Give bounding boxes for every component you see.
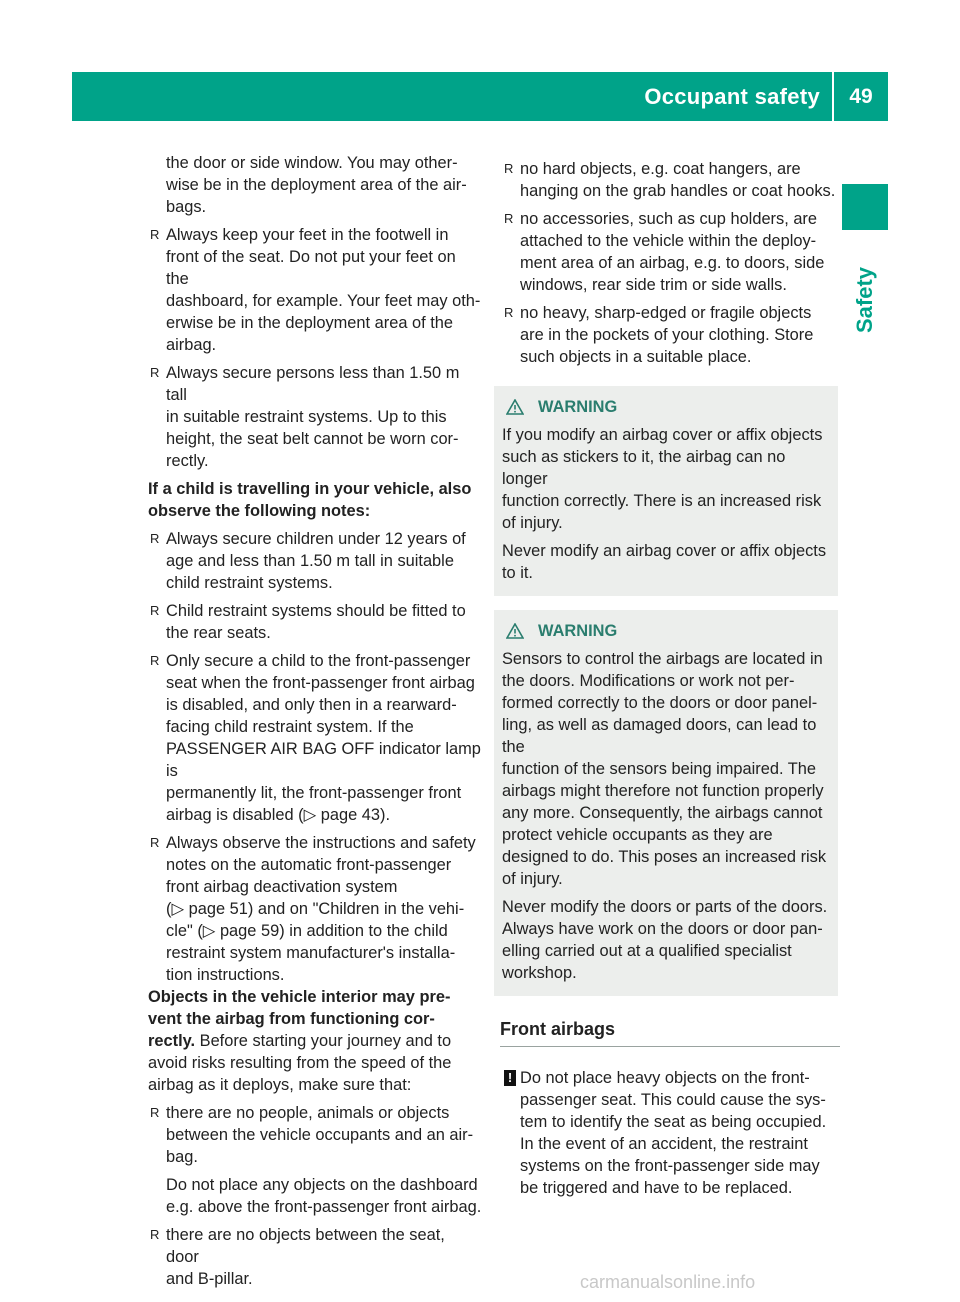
bullet-mark: R xyxy=(150,603,160,618)
bullet-mark: R xyxy=(150,1105,160,1120)
header-bar xyxy=(72,72,888,121)
side-tab-marker xyxy=(842,184,888,230)
bullet-text: Always secure persons less than 1.50 m tall in suitable restraint systems. Up to this height, the seat belt cannot be worn cor- rectly. xyxy=(166,364,460,470)
object-bullet: R there are no people, animals or objects between the vehicle occupants and an air- bag. xyxy=(150,1104,474,1166)
left-column xyxy=(148,152,482,1290)
bullet-text: Always observe the instructions and safety notes on the automatic front-passenger front airbag deactivation system (▷ page 51) and on "Children in the vehi- cle" (▷ page 59) in addition to the child restraint system manufacturer's installa- tion instructions. xyxy=(166,834,476,984)
bullet-mark: R xyxy=(150,531,160,546)
bullet-mark: R xyxy=(150,835,160,850)
warning-header: WARNING xyxy=(506,396,830,418)
object-bullet: R there are no objects between the seat, door and B-pillar. xyxy=(150,1226,445,1288)
bullet-item xyxy=(148,600,482,644)
bullet-mark: R xyxy=(504,211,514,226)
warning-header: WARNING xyxy=(506,620,830,642)
objects-intro: Before starting your journey and to avoid risks resulting from the speed of the airbag as it deploys, make sure that: xyxy=(148,1032,452,1094)
warning-triangle-icon xyxy=(506,399,524,415)
child-bullet-list xyxy=(148,528,482,986)
bullet-text: Child restraint systems should be fitted to the rear seats. xyxy=(166,602,466,642)
bullet-mark: R xyxy=(150,653,160,668)
warning-paragraph: Sensors to control the airbags are located in the doors. Modifications or work not per- formed correctly to the doors or door panel- ling, as well as damaged doors, can lead to the function of the sensors being impaired. The airbags might therefore not function properly any more. Consequently, the airbags cannot protect vehicle occupants as they are designed to do. This poses an increased risk of injury. xyxy=(502,650,827,888)
bullet-item xyxy=(502,208,836,296)
bullet-mark: R xyxy=(504,305,514,320)
page-number: 49 xyxy=(849,84,873,108)
bullet-mark: R xyxy=(150,227,160,242)
right-bullet-list xyxy=(502,158,836,368)
warning-paragraph: Never modify the doors or parts of the doors. Always have work on the doors or door pan- elling carried out at a qualified specialist workshop. xyxy=(502,898,828,982)
bullet-text: Always secure children under 12 years of age and less than 1.50 m tall in suitable child restraint systems. xyxy=(166,530,466,592)
bullet-text: Always keep your feet in the footwell in front of the seat. Do not put your feet on the dashboard, for example. Your feet may oth- erwise be in the deployment area of the airbag. xyxy=(166,226,481,354)
warning-group xyxy=(502,386,836,996)
object-note: Do not place any objects on the dashboard e.g. above the front-passenger front airbag. xyxy=(166,1176,482,1216)
warning-paragraph: If you modify an airbag cover or affix objects such as stickers to it, the airbag can no longer function correctly. There is an increased risk of injury. xyxy=(502,426,823,532)
objects-paragraph xyxy=(148,986,482,1096)
warning-box xyxy=(494,610,838,996)
warning-paragraph: Never modify an airbag cover or affix objects to it. xyxy=(502,542,827,582)
child-heading: If a child is travelling in your vehicle, also observe the following notes: xyxy=(148,480,472,520)
bullet-item xyxy=(502,158,836,202)
bullet-text: no hard objects, e.g. coat hangers, are hanging on the grab handles or coat hooks. xyxy=(520,160,836,200)
right-column xyxy=(502,152,836,1199)
bullet-text: no heavy, sharp-edged or fragile objects are in the pockets of your clothing. Store such objects in a suitable place. xyxy=(520,304,814,366)
note-block xyxy=(502,1067,836,1199)
bullet-mark: R xyxy=(150,365,160,380)
bullet-item xyxy=(502,302,836,368)
bullet-item xyxy=(148,528,482,594)
warning-triangle-icon xyxy=(506,623,524,639)
bullet-item xyxy=(148,362,482,472)
objects-heading: Objects in the vehicle interior may pre- vent the airbag from functioning cor- rectly. xyxy=(148,988,451,1050)
bullet-item xyxy=(148,224,482,356)
section-title-front-airbags: Front airbags xyxy=(500,1018,840,1047)
page-section-title: Occupant safety xyxy=(644,72,834,121)
continuation-text: the door or side window. You may other- wise be in the deployment area of the air- bags. xyxy=(166,154,467,216)
bullet-mark: R xyxy=(504,161,514,176)
bullet-item xyxy=(148,832,482,986)
bullet-item xyxy=(148,650,482,826)
side-tab-label: Safety xyxy=(852,266,878,334)
bullet-mark: R xyxy=(150,1227,160,1242)
warning-body xyxy=(502,648,830,984)
bullet-text: Only secure a child to the front-passenger seat when the front-passenger front airbag is disabled, and only then in a rearward- facing child restraint system. If the PASSENGER AIR BAG OFF indicator lamp is permanently lit, the front-passenger front airbag is disabled (▷ page 43). xyxy=(166,652,481,824)
exclamation-icon: ! xyxy=(504,1070,516,1086)
bullet-list-top xyxy=(148,224,482,472)
warning-box xyxy=(494,386,838,596)
warning-body xyxy=(502,424,830,584)
watermark: carmanualsonline.info xyxy=(580,1272,756,1292)
bullet-text: no accessories, such as cup holders, are attached to the vehicle within the deploy- ment area of an airbag, e.g. to doors, side windows, rear side trim or side walls. xyxy=(520,210,825,294)
note-text: Do not place heavy objects on the front- passenger seat. This could cause the sys- tem to identify the seat as being occupied. In the event of an accident, the restraint systems on the front-passenger side may be triggered and have to be replaced. xyxy=(520,1069,827,1197)
